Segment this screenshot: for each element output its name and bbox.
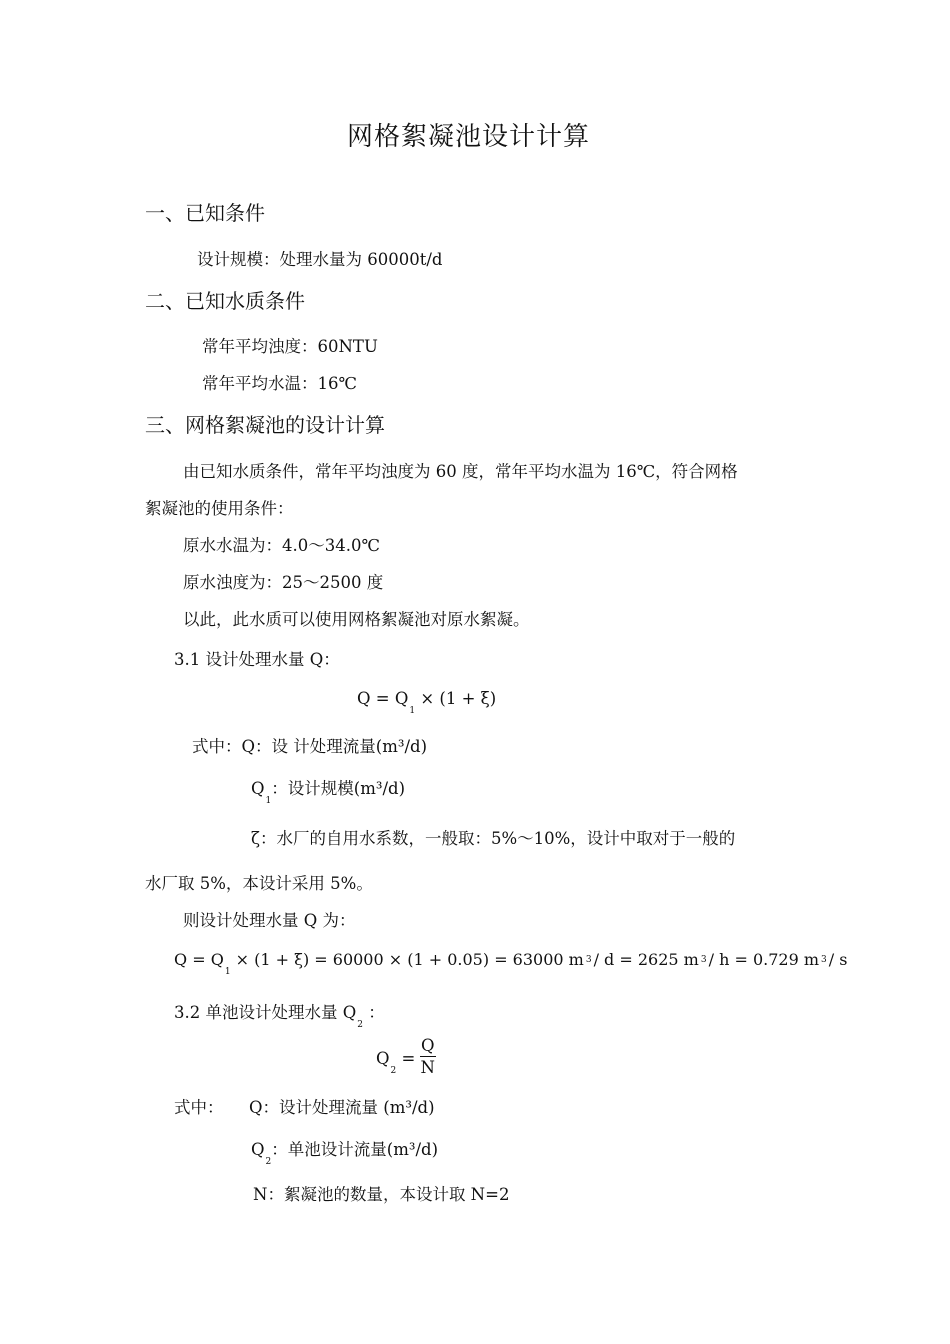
fraction-denominator: N bbox=[420, 1058, 435, 1077]
section-3-2-heading: 3.2 单池设计处理水量 $Q_2$ ： bbox=[174, 1003, 385, 1030]
page-title: 网格絮凝池设计计算 bbox=[347, 122, 591, 152]
design-scale-text: 设计规模：处理水量为 60000t/d bbox=[197, 250, 443, 269]
conclusion-text: 以此，此水质可以使用网格絮凝池对原水絮凝。 bbox=[183, 610, 530, 629]
where-label: 式中： bbox=[174, 1098, 224, 1117]
temperature-text: 常年平均水温：16℃ bbox=[202, 374, 357, 393]
formula-q2-left: $Q_2$ = bbox=[376, 1049, 416, 1076]
where-q-definition: 式中：Q：设 计处理流量(m³/d) bbox=[192, 737, 428, 756]
n-definition: N：絮凝池的数量，本设计取 N=2 bbox=[253, 1185, 510, 1204]
raw-water-turbidity-text: 原水浊度为：25～2500 度 bbox=[183, 573, 384, 592]
section-3-heading: 三、网格絮凝池的设计计算 bbox=[145, 413, 385, 437]
formula-q: $Q = Q_1 \times (1 + \xi)$ bbox=[357, 689, 497, 716]
turbidity-text: 常年平均浊度：60NTU bbox=[202, 337, 378, 356]
fraction-numerator: Q bbox=[421, 1036, 435, 1055]
section-2-heading: 二、已知水质条件 bbox=[145, 289, 305, 313]
xi-definition-line2: 水厂取 5%，本设计采用 5%。 bbox=[145, 874, 373, 893]
section-1-heading: 一、已知条件 bbox=[145, 201, 265, 225]
q1-definition: $Q_1$：设计规模(m³/d) bbox=[251, 779, 406, 806]
where-q-flow: Q：设计处理流量 (m³/d) bbox=[249, 1098, 435, 1117]
formula-q2-fraction bbox=[420, 1036, 436, 1077]
xi-definition-line1: ζ：水厂的自用水系数，一般取：5%～10%，设计中取对于一般的 bbox=[251, 829, 736, 848]
then-text: 则设计处理水量 Q 为： bbox=[183, 911, 356, 930]
calculation-formula: $Q = Q_1 \times (1 + \xi) = 60000 \times (1 + 0.05) = 63000$ m 3 / d = 2625 m 3 / h = 0.729 m 3 / s bbox=[174, 950, 848, 977]
intro-paragraph-line1: 由已知水质条件，常年平均浊度为 60 度，常年平均水温为 16℃，符合网格 bbox=[183, 462, 738, 481]
section-3-1-heading: 3.1 设计处理水量 Q： bbox=[174, 650, 340, 669]
raw-water-temp-text: 原水水温为：4.0～34.0℃ bbox=[183, 536, 380, 555]
q2-definition: $Q_2$：单池设计流量(m³/d) bbox=[251, 1140, 439, 1167]
intro-paragraph-line2: 絮凝池的使用条件： bbox=[145, 499, 294, 518]
